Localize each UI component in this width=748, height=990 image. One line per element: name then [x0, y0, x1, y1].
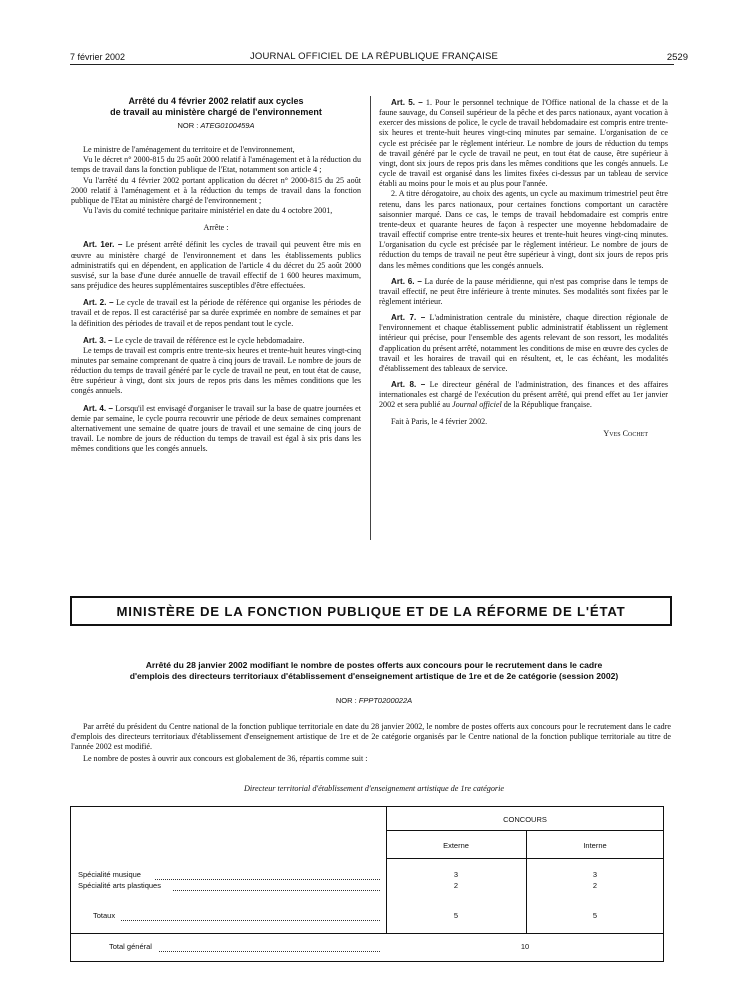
ministry-banner [70, 596, 672, 626]
article-5-text: 1. Pour le personnel technique de l'Office national de la chasse et de la faune sauvage, du Conseil supérieur de la pêche et des parcs nationaux, ayant vocation à exercer des missions de police, le cycle de travail hebdomadaire est compris entre trente-six heures et trente-huit heures vingt-cinq minutes par semaine. L'organisation de ce cycle est précisée par le règlement intérieur. Le nombre de jours de réduction du temps de travail généré par le cycle de travail ne peut, en tout état de cause, être supérieur à vingt, dont six jours de repos pris dans les mêmes conditions que les congés annuels. Le cycle de travail est organisé dans les limites fixées ci-dessus par un tableau de service établi au moins pour le mois et au plus pour l'année. [379, 98, 668, 189]
decree2-nor [0, 696, 748, 705]
table-total-general-value: 10 [520, 942, 530, 951]
article-8-text-a: Le directeur général de l'administration, des finances et des affaires internationales est chargé de l'exécution du présent arrêté, qui prend effet au 1er janvier 2002 et sera publié au [379, 380, 668, 410]
decree1-title-line2: de travail au ministère chargé de l'environnement [110, 106, 322, 117]
article-3 [71, 336, 361, 346]
table-header-externe: Externe [443, 841, 469, 850]
decree2-body [71, 722, 671, 765]
article-5-para2: 2. A titre dérogatoire, au choix des agents, un cycle au maximum trimestriel peut être retenu, dans les parcs nationaux, pour certaines fonctions comportant un caractère saisonnier marqué. Dans ce cas, le temps de travail hebdomadaire est compris entre trente-deux et quarante heures de façon à respecter une moyenne hebdomadaire de travail effectif comprise entre trente-six heures et trente-huit heures vingt-cinq minutes. L'organisation du cycle est précisée par le règlement intérieur. Le nombre de jours de réduction du temps de travail ne peut être supérieur à vingt, dont six jours de repos pris dans les mêmes conditions que les congés annuels. [379, 189, 668, 270]
article-2 [71, 298, 361, 328]
article-5 [379, 98, 668, 189]
article-8 [379, 380, 668, 410]
table-totaux-label: Totaux [93, 911, 116, 920]
issue-date: 7 février 2002 [70, 52, 126, 62]
dot-leader [173, 890, 380, 891]
table-rule-header [386, 858, 664, 859]
article-6-text: La durée de la pause méridienne, qui n'est pas comprise dans le temps de travail effectif, ne peut être inférieure à trente minutes. Ses modalités sont fixées par le règlement intérieur. [379, 276, 668, 306]
article-4-label: Art. 4. – [83, 403, 114, 413]
decree2-para2: Le nombre de postes à ouvrir aux concours est globalement de 36, répartis comme suit : [83, 754, 368, 764]
decree1-title-line1: Arrêté du 4 février 2002 relatif aux cycles [128, 96, 304, 106]
article-8-text-b: de la République française. [501, 400, 592, 410]
posts-table [70, 806, 664, 962]
header-rule [70, 64, 674, 65]
table-header-interne: Interne [583, 841, 607, 850]
decree2-title [40, 660, 708, 681]
table-row-label: Spécialité arts plastiques [78, 881, 161, 890]
article-3-label: Art. 3. – [83, 335, 113, 345]
article-7 [379, 313, 668, 374]
article-7-text: L'administration centrale du ministère, chaque direction régionale de l'environnement et chaque établissement public administratif établissent un règlement intérieur qui précise, pour l'ensemble des agents relevant de son ressort, les modalités d'application du présent arrêté, notamment les conditions de mise en œuvre des cycles de travail et les horaires de travail qui en résultent, et, le cas échéant, les modalités d'établissement des tableaux de service. [379, 313, 668, 373]
table-cell-externe: 2 [453, 881, 459, 890]
article-3-text: Le cycle de travail de référence est le cycle hebdomadaire. [114, 335, 305, 345]
nor-label: NOR : [177, 121, 201, 130]
article-6 [379, 277, 668, 307]
decree1-arrete: Arrête : [203, 223, 229, 233]
decree1-vu3: Vu l'avis du comité technique paritaire ministériel en date du 4 octobre 2001, [83, 206, 333, 216]
table-rule-group [386, 830, 664, 831]
article-5-label: Art. 5. – [391, 98, 423, 107]
dot-leader [155, 879, 380, 880]
decree2-nor-label: NOR : [335, 696, 359, 705]
article-4 [71, 404, 361, 455]
left-column [71, 96, 361, 454]
ministry-title: MINISTÈRE DE LA FONCTION PUBLIQUE ET DE LA RÉFORME DE L'ÉTAT [116, 603, 626, 619]
place-and-date: Fait à Paris, le 4 février 2002. [391, 416, 488, 426]
decree1-intro: Le ministre de l'aménagement du territoire et de l'environnement, [83, 145, 295, 155]
decree1-vu1: Vu le décret n° 2000-815 du 25 août 2000 relatif à l'aménagement et à la réduction du temps de travail dans la fonction publique de l'Etat, notamment son article 4 ; [71, 155, 361, 175]
table-row-label: Spécialité musique [78, 870, 141, 879]
table-cell-externe: 3 [453, 870, 459, 879]
article-8-label: Art. 8. – [391, 380, 426, 390]
table-cell-interne: 3 [592, 870, 598, 879]
decree1-nor [71, 121, 361, 131]
decree2-title-line1: Arrêté du 28 janvier 2002 modifiant le nombre de postes offerts aux concours pour le recrutement dans le cadre [145, 660, 603, 670]
signature: Yves Cochet [603, 428, 648, 438]
decree2-title-line2: d'emplois des directeurs territoriaux d'établissement d'enseignement artistique de 1re et de 2e catégorie (session 2002) [129, 670, 619, 681]
table-caption: Directeur territorial d'établissement d'enseignement artistique de 1re catégorie [243, 784, 505, 793]
journal-title: JOURNAL OFFICIEL DE LA RÉPUBLIQUE FRANÇAISE [249, 51, 499, 62]
table-totaux-externe: 5 [453, 911, 459, 920]
table-group-header: CONCOURS [503, 815, 547, 824]
column-divider [370, 96, 371, 540]
right-column [379, 96, 668, 439]
decree1-vu2: Vu l'arrêté du 4 février 2002 portant application du décret n° 2000-815 du 25 août 2000 relatif à l'aménagement et à la réduction du temps de travail dans la fonction publique de l'Etat au ministère chargé de l'environnement ; [71, 175, 361, 205]
article-1-label: Art. 1er. – [83, 240, 123, 250]
table-cell-interne: 2 [592, 881, 598, 890]
article-2-label: Art. 2. – [83, 298, 114, 308]
table-rule-total [71, 933, 664, 934]
table-totaux-interne: 5 [592, 911, 598, 920]
article-4-text: Lorsqu'il est envisagé d'organiser le travail sur la base de quatre journées et demie par semaine, le cycle pourra recouvrir une période de deux semaines comprenant alternativement une semaine de quatre jours de travail et une semaine de cinq jours de travail. Le nombre de jours de réduction du temps de travail est égal à six pris dans les mêmes conditions que les congés annuels. [71, 403, 361, 454]
decree1-title [71, 96, 361, 117]
table-total-general-label: Total général [109, 942, 152, 951]
article-1-text: Le présent arrêté définit les cycles de travail qui peuvent être mis en œuvre au ministère chargé de l'environnement et dans les établissements publics administratifs qui en dépendent, en application de l'article 4 du décret du 25 août 2000 susvisé, sur la base d'une durée annuelle de travail effectif de 1 600 heures maximum, sans préjudice des heures supplémentaires susceptibles d'être effectuées. [71, 240, 361, 291]
article-6-label: Art. 6. – [391, 276, 422, 286]
dot-leader [159, 951, 380, 952]
page-number: 2529 [666, 52, 688, 63]
decree2-para1: Par arrêté du président du Centre national de la fonction publique territoriale en date du 28 janvier 2002, le nombre de postes offerts aux concours pour le recrutement dans le cadre d'emplois des directeurs territoriaux d'établissement d'enseignement artistique de 1re et de 2e catégorie organisés par le Centre national de la fonction publique territoriale au titre de l'année 2002 est modifié. [71, 722, 671, 752]
dot-leader [121, 920, 380, 921]
journal-officiel-ref: Journal officiel [452, 400, 502, 410]
nor-code: ATEG0100459A [200, 121, 255, 130]
article-1 [71, 240, 361, 291]
decree2-nor-code: FPPT0200022A [358, 696, 413, 705]
article-2-text: Le cycle de travail est la période de référence qui organise les périodes de travail et de repos. Il est caractérisé par sa durée exprimée en nombre de semaines et par la définition des périodes de travail et de repos pendant tout le cycle. [71, 298, 361, 328]
article-7-label: Art. 7. – [391, 313, 426, 323]
article-3-para2: Le temps de travail est compris entre trente-six heures et trente-huit heures vingt-cinq minutes par semaine comprenant de quatre à cinq jours de travail. Le nombre de jours de réduction du temps de travail généré par le cycle de travail ne peut, en tout état de cause, être supérieur à vingt, dont six jours de repos pris dans les mêmes conditions que les congés annuels. [71, 345, 361, 396]
